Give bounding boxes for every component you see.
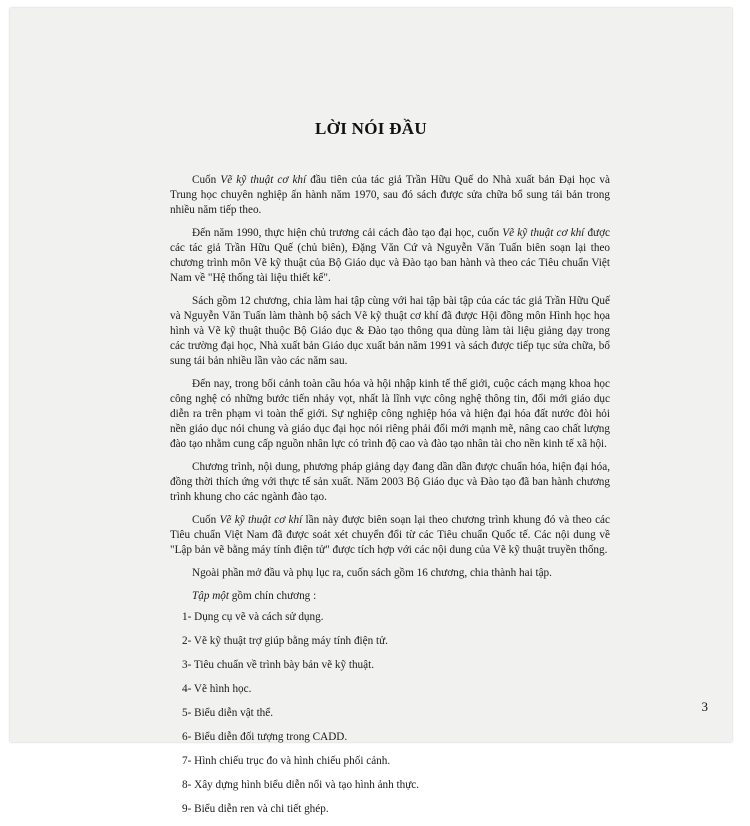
list-item: 4- Vẽ hình học.: [182, 683, 252, 695]
chapter-list: [170, 610, 610, 817]
paragraph-3: Sách gồm 12 chương, chia làm hai tập cùng với hai tập bài tập của các tác giả Trần Hữu Quế và Nguyễn Văn Tuấn làm thành bộ sách Vẽ kỹ thuật cơ khí đã được Hội đồng môn Hình học họa hình và Vẽ kỹ thuật thuộc Bộ Giáo dục & Đào tạo thông qua dùng làm tài liệu giảng dạy trong các trường đại học, Nhà xuất bản Giáo dục xuất bản năm 1991 và sách được tiếp tục sửa chữa, bổ sung tái bản nhiều lần vào các năm sau.: [170, 295, 610, 367]
list-item: 2- Vẽ kỹ thuật trợ giúp bằng máy tính điện tử.: [182, 635, 388, 647]
book-page: [10, 8, 732, 815]
list-item: 5- Biểu diễn vật thể.: [182, 707, 274, 719]
preface-body: [170, 173, 610, 826]
list-item: 3- Tiêu chuẩn về trình bày bản vẽ kỹ thuật.: [182, 659, 375, 671]
list-item: 8- Xây dựng hình biểu diễn nổi và tạo hình ảnh thực.: [182, 779, 420, 791]
paragraph-5: Chương trình, nội dung, phương pháp giảng dạy đang dần dần được chuẩn hóa, hiện đại hóa, đồng thời thích ứng với thực tế sản xuất. Năm 2003 Bộ Giáo dục và Đào tạo đã ban hành chương trình khung cho các ngành đào tạo.: [170, 461, 610, 503]
list-item: 1- Dụng cụ vẽ và cách sử dụng.: [182, 611, 324, 623]
volume-intro: Tập một gồm chín chương :: [192, 590, 317, 602]
page-number: 3: [701, 699, 708, 714]
list-item: 7- Hình chiếu trục đo và hình chiếu phối cảnh.: [182, 755, 391, 767]
paragraph-7: Ngoài phần mở đầu và phụ lục ra, cuốn sách gồm 16 chương, chia thành hai tập.: [192, 567, 552, 579]
list-item: 9- Biểu diễn ren và chi tiết ghép.: [182, 803, 329, 815]
paragraph-2: Đến năm 1990, thực hiện chủ trương cải cách đào tạo đại học, cuốn Vẽ kỹ thuật cơ khí được các tác giả Trần Hữu Quế (chủ biên), Đặng Văn Cứ và Nguyễn Văn Tuấn biên soạn lại theo chương trình môn Vẽ kỹ thuật của Bộ Giáo dục và Đào tạo ban hành và theo các Tiêu chuẩn Việt Nam về "Hệ thống tài liệu thiết kế".: [170, 227, 610, 284]
paragraph-4: Đến nay, trong bối cảnh toàn cầu hóa và hội nhập kinh tế thế giới, cuộc cách mạng khoa học công nghệ có những bước tiến nhảy vọt, nhất là lĩnh vực công nghệ thông tin, đổi mới giáo dục diễn ra trên phạm vi toàn thế giới. Sự nghiệp công nghiệp hóa và hiện đại hóa đất nước đòi hỏi nền giáo dục nói chung và giáo dục đại học nói riêng phải đổi mới mạnh mẽ, nâng cao chất lượng đào tạo nhằm cung cấp nguồn nhân lực có trình độ cao và đào tạo nhân tài cho nền kinh tế xã hội.: [170, 378, 610, 450]
page-title: LỜI NÓI ĐẦU: [315, 119, 427, 138]
list-item: 6- Biểu diễn đối tượng trong CADD.: [182, 731, 348, 743]
paragraph-6: Cuốn Vẽ kỹ thuật cơ khí lần này được biên soạn lại theo chương trình khung đó và theo các Tiêu chuẩn Việt Nam đã được soát xét chuyển đổi từ các Tiêu chuẩn Quốc tế. Các nội dung về "Lập bản vẽ bằng máy tính điện tử" được tích hợp với các nội dung của Vẽ kỹ thuật truyền thống.: [170, 514, 610, 556]
paragraph-1: Cuốn Vẽ kỹ thuật cơ khí đầu tiên của tác giả Trần Hữu Quế do Nhà xuất bản Đại học và Trung học chuyên nghiệp ấn hành năm 1970, sau đó sách được sửa chữa bổ sung tái bản trong nhiều năm tiếp theo.: [170, 174, 610, 216]
